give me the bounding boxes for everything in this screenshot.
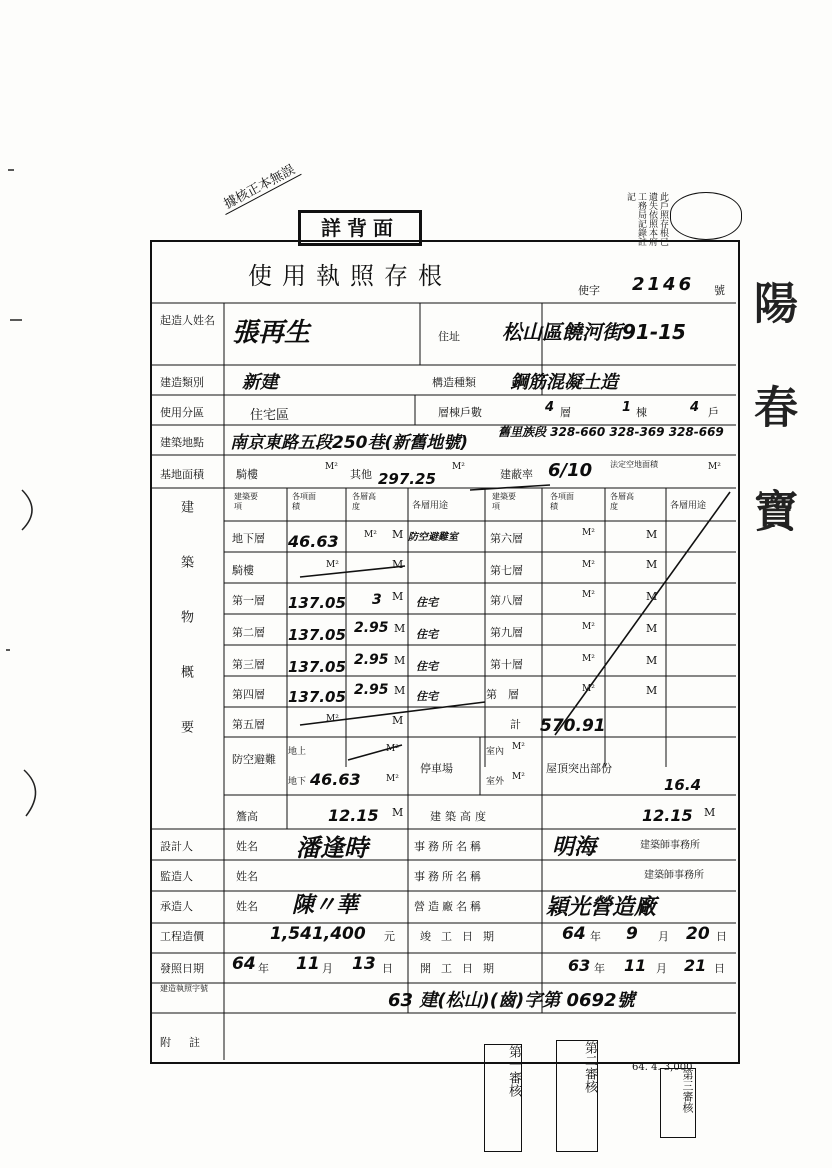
floor-7-height-unit: M bbox=[646, 558, 658, 571]
start-year: 63 bbox=[568, 956, 591, 975]
arcade-unit: M² bbox=[325, 462, 338, 472]
start-day: 21 bbox=[684, 956, 707, 975]
floor-10-label: 第十層 bbox=[490, 658, 523, 671]
floor-1-height-unit: M bbox=[392, 590, 404, 603]
floor-n-area-unit: M² bbox=[582, 684, 595, 694]
floor-7-label: 第七層 bbox=[490, 564, 523, 577]
issue-day: 13 bbox=[352, 954, 376, 974]
floor-10-height-unit: M bbox=[646, 654, 658, 667]
other-unit: M² bbox=[452, 462, 465, 472]
floor-6-height-unit: M bbox=[646, 528, 658, 541]
building-type-label: 建造類別 bbox=[160, 376, 204, 389]
col-use-header-2: 各層用途 bbox=[670, 501, 707, 511]
col-item-header-2: 建築要項 bbox=[492, 492, 516, 511]
col-height-header-2: 各層高度 bbox=[610, 492, 634, 511]
floor-3-use: 住宅 bbox=[416, 660, 438, 673]
col-item-header: 建築要項 bbox=[234, 492, 258, 511]
cost-label: 工程造價 bbox=[160, 930, 204, 943]
arcade-row-area-unit: M² bbox=[326, 560, 339, 570]
designer-name: 潘逢時 bbox=[296, 834, 368, 862]
parking-indoor-label: 室內 bbox=[486, 747, 505, 757]
floor-1-height: 3 bbox=[372, 592, 382, 608]
underground-height-unit: M bbox=[392, 528, 404, 541]
col-height-header: 各層高度 bbox=[352, 492, 376, 511]
floor-2-height: 2.95 bbox=[354, 620, 389, 636]
units-value: 1 bbox=[622, 400, 632, 415]
supervisor-firm-suffix: 建築師事務所 bbox=[644, 870, 704, 881]
designer-name-label: 姓名 bbox=[236, 840, 258, 853]
contractor-name: 陳〃華 bbox=[292, 893, 359, 918]
review-stamp-1: 第一審核 bbox=[484, 1044, 522, 1152]
eave-height-unit: M bbox=[392, 806, 404, 819]
floor-1-use: 住宅 bbox=[416, 596, 438, 609]
floor-9-label: 第九層 bbox=[490, 626, 523, 639]
start-month: 11 bbox=[624, 956, 647, 975]
contractor-name-label: 姓名 bbox=[236, 900, 258, 913]
issue-month: 11 bbox=[296, 954, 320, 974]
other-label: 其他 bbox=[350, 468, 372, 481]
permit-ref-value: 63 建(松山)(齒)字第 0692號 bbox=[388, 990, 635, 1011]
issue-year-unit: 年 bbox=[258, 962, 269, 975]
completion-month-unit: 月 bbox=[658, 930, 669, 943]
floor-3-height-unit: M bbox=[394, 654, 406, 667]
scan-edge-marks bbox=[0, 150, 60, 850]
floor-n-label: 第 層 bbox=[486, 688, 519, 701]
floor-unit: 層 bbox=[560, 406, 571, 419]
floor-3-area: 137.05 bbox=[288, 658, 346, 676]
col-area-header: 各項面積 bbox=[292, 492, 316, 511]
shelter-below-label: 地下 bbox=[288, 777, 307, 787]
arcade-row-height-unit: M bbox=[392, 558, 404, 571]
completion-year: 64 bbox=[562, 924, 586, 944]
floor-8-label: 第八層 bbox=[490, 594, 523, 607]
floor-8-height-unit: M bbox=[646, 590, 658, 603]
floors-units-label: 層棟戶數 bbox=[438, 406, 482, 419]
floor-4-use: 住宅 bbox=[416, 690, 438, 703]
building-height-value: 12.15 bbox=[642, 806, 693, 825]
top-right-note: 此戶照存根已遺失依照本府工務局記錄註記 bbox=[625, 192, 668, 246]
seal-oval bbox=[670, 192, 742, 240]
roof-protrusion-label: 屋頂突出部份 bbox=[546, 762, 612, 775]
shelter-above-unit: M² bbox=[386, 744, 399, 754]
shelter-label: 防空避難 bbox=[232, 753, 276, 766]
floor-5-area-unit: M² bbox=[326, 714, 339, 724]
site-location-label: 建築地點 bbox=[160, 436, 204, 449]
contractor-firm-label: 營造廠名稱 bbox=[414, 900, 484, 913]
floor-9-area-unit: M² bbox=[582, 622, 595, 632]
parking-label: 停車場 bbox=[420, 762, 453, 775]
completion-month: 9 bbox=[626, 924, 638, 944]
completion-date-label: 竣工日期 bbox=[420, 930, 504, 943]
floor-5-height-unit: M bbox=[392, 714, 404, 727]
floors-value: 4 bbox=[545, 400, 555, 415]
form-title: 使用執照存根 bbox=[248, 262, 452, 290]
floor-2-area: 137.05 bbox=[288, 626, 346, 644]
legal-open-area-unit: M² bbox=[708, 462, 721, 472]
cost-unit: 元 bbox=[384, 930, 395, 943]
households-value: 4 bbox=[690, 400, 700, 415]
shelter-above-label: 地上 bbox=[288, 747, 307, 757]
contractor-firm: 穎光營造廠 bbox=[546, 895, 657, 920]
floor-4-area: 137.05 bbox=[288, 688, 346, 706]
permit-ref-label: 建造執照字號 bbox=[160, 984, 208, 993]
arcade-row-label: 騎樓 bbox=[232, 564, 254, 577]
floor-2-use: 住宅 bbox=[416, 628, 438, 641]
remarks-label: 附註 bbox=[160, 1036, 218, 1049]
floor-n-height-unit: M bbox=[646, 684, 658, 697]
start-month-unit: 月 bbox=[656, 962, 667, 975]
use-zone-value: 住宅區 bbox=[250, 408, 290, 423]
address-label: 住址 bbox=[438, 330, 460, 343]
owner-label: 起造人姓名 bbox=[160, 314, 215, 327]
building-summary-label: 建築物概要 bbox=[178, 500, 193, 775]
building-height-unit: M bbox=[704, 806, 716, 819]
address-value: 松山區饒河街91-15 bbox=[502, 320, 686, 344]
building-height-label: 建築高度 bbox=[430, 810, 490, 823]
designer-office: 明海 bbox=[552, 835, 597, 860]
roof-protrusion-value: 16.4 bbox=[664, 776, 702, 794]
structure-type-label: 構造種類 bbox=[432, 376, 476, 389]
print-mark: 64. 4. 3,000 bbox=[632, 1062, 693, 1073]
owner-name: 張再生 bbox=[232, 318, 311, 348]
arcade-label: 騎樓 bbox=[236, 468, 258, 481]
supervisor-name-label: 姓名 bbox=[236, 870, 258, 883]
completion-day-unit: 日 bbox=[716, 930, 727, 943]
other-area-value: 297.25 bbox=[378, 470, 436, 488]
underground-label: 地下層 bbox=[232, 532, 265, 545]
permit-word: 使字 bbox=[578, 284, 600, 297]
issue-day-unit: 日 bbox=[382, 962, 393, 975]
coverage-value: 6/10 bbox=[548, 460, 593, 481]
supervisor-office-label: 事務所名稱 bbox=[414, 870, 484, 883]
designer-label: 設計人 bbox=[160, 840, 193, 853]
floor-2-height-unit: M bbox=[394, 622, 406, 635]
total-label: 計 bbox=[510, 718, 521, 731]
parking-indoor-unit: M² bbox=[512, 742, 525, 752]
supervisor-label: 監造人 bbox=[160, 870, 193, 883]
floor-1-area: 137.05 bbox=[288, 594, 346, 612]
parking-outdoor-label: 室外 bbox=[486, 777, 505, 787]
floor-4-height-unit: M bbox=[394, 684, 406, 697]
contractor-label: 承造人 bbox=[160, 900, 193, 913]
use-zone-label: 使用分區 bbox=[160, 406, 204, 419]
completion-day: 20 bbox=[686, 924, 710, 944]
floor-9-height-unit: M bbox=[646, 622, 658, 635]
detail-back-stamp: 詳背面 bbox=[298, 210, 422, 246]
cost-value: 1,541,400 bbox=[270, 924, 366, 944]
floor-6-label: 第六層 bbox=[490, 532, 523, 545]
floor-4-height: 2.95 bbox=[354, 682, 389, 698]
issue-year: 64 bbox=[232, 954, 256, 974]
coverage-label: 建蔽率 bbox=[500, 468, 533, 481]
issue-month-unit: 月 bbox=[322, 962, 333, 975]
lot-numbers-value: 舊里族段 328-660 328-369 328-669 bbox=[498, 425, 724, 439]
site-location-value: 南京東路五段250巷(新舊地號) bbox=[230, 433, 469, 453]
site-area-label: 基地面積 bbox=[160, 468, 204, 481]
underground-use: 防空避難室 bbox=[408, 532, 458, 543]
diagonal-stamp: 據核正本無誤 bbox=[216, 157, 301, 215]
review-stamp-3: 第三審核 bbox=[660, 1068, 696, 1138]
right-margin-stamp: 陽春寶 bbox=[746, 280, 797, 592]
floor-7-area-unit: M² bbox=[582, 560, 595, 570]
start-day-unit: 日 bbox=[714, 962, 725, 975]
permit-number: 2146 bbox=[632, 274, 695, 295]
start-date-label: 開工日期 bbox=[420, 962, 504, 975]
designer-firm-suffix: 建築師事務所 bbox=[640, 840, 700, 851]
eave-height-value: 12.15 bbox=[328, 806, 379, 825]
col-use-header: 各層用途 bbox=[412, 501, 449, 511]
floor-1-label: 第一層 bbox=[232, 594, 265, 607]
col-area-header-2: 各項面積 bbox=[550, 492, 574, 511]
eave-height-label: 簷高 bbox=[236, 810, 258, 823]
underground-area-unit: M² bbox=[364, 530, 377, 540]
floor-4-label: 第四層 bbox=[232, 688, 265, 701]
building-type-value: 新建 bbox=[242, 372, 278, 393]
floor-3-height: 2.95 bbox=[354, 652, 389, 668]
review-stamp-2: 第二審核 bbox=[556, 1040, 598, 1152]
floor-5-label: 第五層 bbox=[232, 718, 265, 731]
legal-open-area-label: 法定空地面積 bbox=[610, 460, 658, 469]
shelter-below-area: 46.63 bbox=[310, 770, 361, 789]
underground-area: 46.63 bbox=[288, 532, 339, 551]
floor-2-label: 第二層 bbox=[232, 626, 265, 639]
household-unit: 戶 bbox=[708, 406, 719, 419]
issue-date-label: 發照日期 bbox=[160, 962, 204, 975]
designer-office-label: 事務所名稱 bbox=[414, 840, 484, 853]
completion-year-unit: 年 bbox=[590, 930, 601, 943]
bldg-unit: 棟 bbox=[636, 406, 647, 419]
floor-8-area-unit: M² bbox=[582, 590, 595, 600]
parking-outdoor-unit: M² bbox=[512, 772, 525, 782]
floor-10-area-unit: M² bbox=[582, 654, 595, 664]
shelter-below-unit: M² bbox=[386, 774, 399, 784]
start-year-unit: 年 bbox=[594, 962, 605, 975]
floor-6-area-unit: M² bbox=[582, 528, 595, 538]
floor-3-label: 第三層 bbox=[232, 658, 265, 671]
structure-type-value: 鋼筋混凝土造 bbox=[510, 372, 618, 393]
permit-suffix: 號 bbox=[714, 284, 725, 297]
total-area: 570.91 bbox=[540, 716, 606, 736]
